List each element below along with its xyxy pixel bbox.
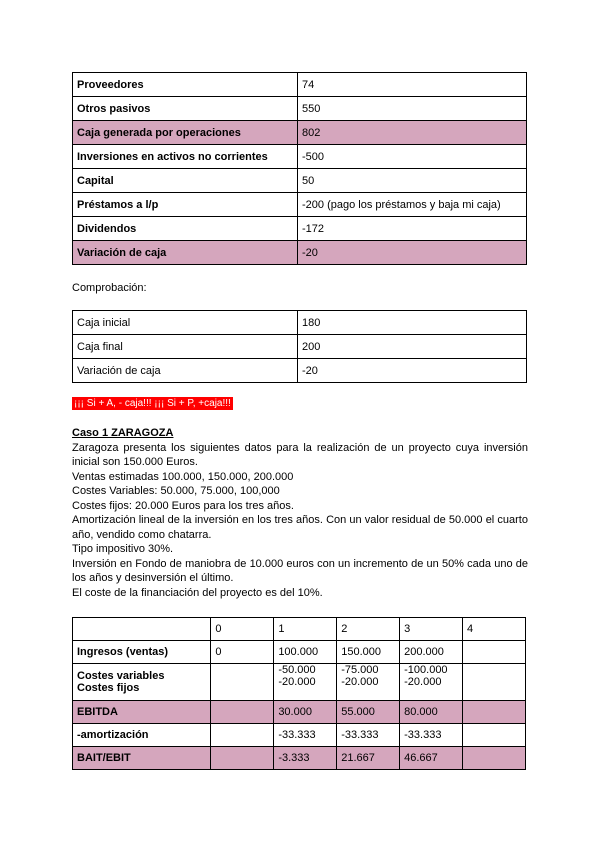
row-value: 200 xyxy=(298,335,527,359)
row-value: -20 xyxy=(298,359,527,383)
case-line: Inversión en Fondo de maniobra de 10.000 euros con un incremento de un 50% cada uno de los años y desinversión el último. xyxy=(72,557,528,584)
table-cell: -33.333 xyxy=(274,724,337,747)
row-label: Variación de caja xyxy=(73,241,298,265)
row-value: 180 xyxy=(298,311,527,335)
table-row xyxy=(73,747,526,770)
red-note: ¡¡¡ Si + A, - caja!!! ¡¡¡ Si + P, +caja!!! xyxy=(74,398,231,409)
table-row xyxy=(73,73,527,97)
column-header xyxy=(73,618,211,641)
table-cell: -33.333 xyxy=(400,724,463,747)
table-cell: 30.000 xyxy=(274,701,337,724)
column-header: 1 xyxy=(274,618,337,641)
table-row xyxy=(73,241,527,265)
cash-flow-table xyxy=(72,72,527,265)
table-cell xyxy=(211,664,274,701)
column-header: 0 xyxy=(211,618,274,641)
row-label: Variación de caja xyxy=(73,359,298,383)
table-cell xyxy=(211,747,274,770)
table-cell: 200.000 xyxy=(400,641,463,664)
row-label: -amortización xyxy=(73,724,211,747)
row-value: 550 xyxy=(298,97,527,121)
table-cell: 100.000 xyxy=(274,641,337,664)
table-row xyxy=(73,169,527,193)
header-row xyxy=(73,618,526,641)
row-value: -20 xyxy=(298,241,527,265)
row-value: -172 xyxy=(298,217,527,241)
row-label: Préstamos a l/p xyxy=(73,193,298,217)
row-value: 802 xyxy=(298,121,527,145)
table-cell xyxy=(463,747,526,770)
table-cell: -33.333 xyxy=(337,724,400,747)
table-cell: 150.000 xyxy=(337,641,400,664)
row-label: Caja inicial xyxy=(73,311,298,335)
row-value: -500 xyxy=(298,145,527,169)
table-cell xyxy=(463,701,526,724)
table-cell: -75.000 -20.000 xyxy=(337,664,400,701)
table-row xyxy=(73,311,527,335)
case-title: Caso 1 ZARAGOZA xyxy=(72,427,174,439)
row-label: Costes variables Costes fijos xyxy=(73,664,211,701)
table-cell: 21.667 xyxy=(337,747,400,770)
row-label: BAIT/EBIT xyxy=(73,747,211,770)
table-row xyxy=(73,145,527,169)
row-value: 74 xyxy=(298,73,527,97)
case-line: Costes Variables: 50.000, 75.000, 100,000 xyxy=(72,485,280,497)
case-line: Amortización lineal de la inversión en los tres años. Con un valor residual de 50.000 el cuarto año, vendido como chatarra. xyxy=(72,514,528,541)
row-label: Proveedores xyxy=(73,73,298,97)
row-value: 50 xyxy=(298,169,527,193)
case-line: Zaragoza presenta los siguientes datos para la realización de un proyecto cuya inversión inicial son 150.000 Euros. xyxy=(72,441,528,468)
row-label: EBITDA xyxy=(73,701,211,724)
table-row xyxy=(73,724,526,747)
table-row xyxy=(73,641,526,664)
row-label: Inversiones en activos no corrientes xyxy=(73,145,298,169)
row-label: Capital xyxy=(73,169,298,193)
table-row xyxy=(73,359,527,383)
row-label: Caja final xyxy=(73,335,298,359)
table-row xyxy=(73,217,527,241)
projection-table xyxy=(72,617,526,770)
row-label: Caja generada por operaciones xyxy=(73,121,298,145)
table-row xyxy=(73,664,526,701)
row-label: Otros pasivos xyxy=(73,97,298,121)
table-cell: -100.000 -20.000 xyxy=(400,664,463,701)
table-row xyxy=(73,193,527,217)
row-value: -200 (pago los préstamos y baja mi caja) xyxy=(298,193,527,217)
table-cell: 46.667 xyxy=(400,747,463,770)
table-cell xyxy=(211,701,274,724)
table-cell: 55.000 xyxy=(337,701,400,724)
case-section xyxy=(72,426,528,600)
table-cell: 80.000 xyxy=(400,701,463,724)
case-line: Costes fijos: 20.000 Euros para los tres años. xyxy=(72,499,294,512)
column-header: 2 xyxy=(337,618,400,641)
row-label: Ingresos (ventas) xyxy=(73,641,211,664)
table-row xyxy=(73,701,526,724)
case-line: El coste de la financiación del proyecto es del 10%. xyxy=(72,586,323,599)
case-line: Ventas estimadas 100.000, 150.000, 200.000 xyxy=(72,470,294,483)
table-cell xyxy=(463,641,526,664)
table-cell: 0 xyxy=(211,641,274,664)
table-cell: -3.333 xyxy=(274,747,337,770)
verification-table xyxy=(72,310,527,383)
table-cell: -50.000 -20.000 xyxy=(274,664,337,701)
table-row xyxy=(73,97,527,121)
table-row xyxy=(73,335,527,359)
column-header: 3 xyxy=(400,618,463,641)
comprobacion-label: Comprobación: xyxy=(72,282,147,294)
table-row xyxy=(73,121,527,145)
column-header: 4 xyxy=(463,618,526,641)
table-cell xyxy=(211,724,274,747)
case-line: Tipo impositivo 30%. xyxy=(72,543,174,555)
table-cell xyxy=(463,724,526,747)
row-label: Dividendos xyxy=(73,217,298,241)
table-cell xyxy=(463,664,526,701)
